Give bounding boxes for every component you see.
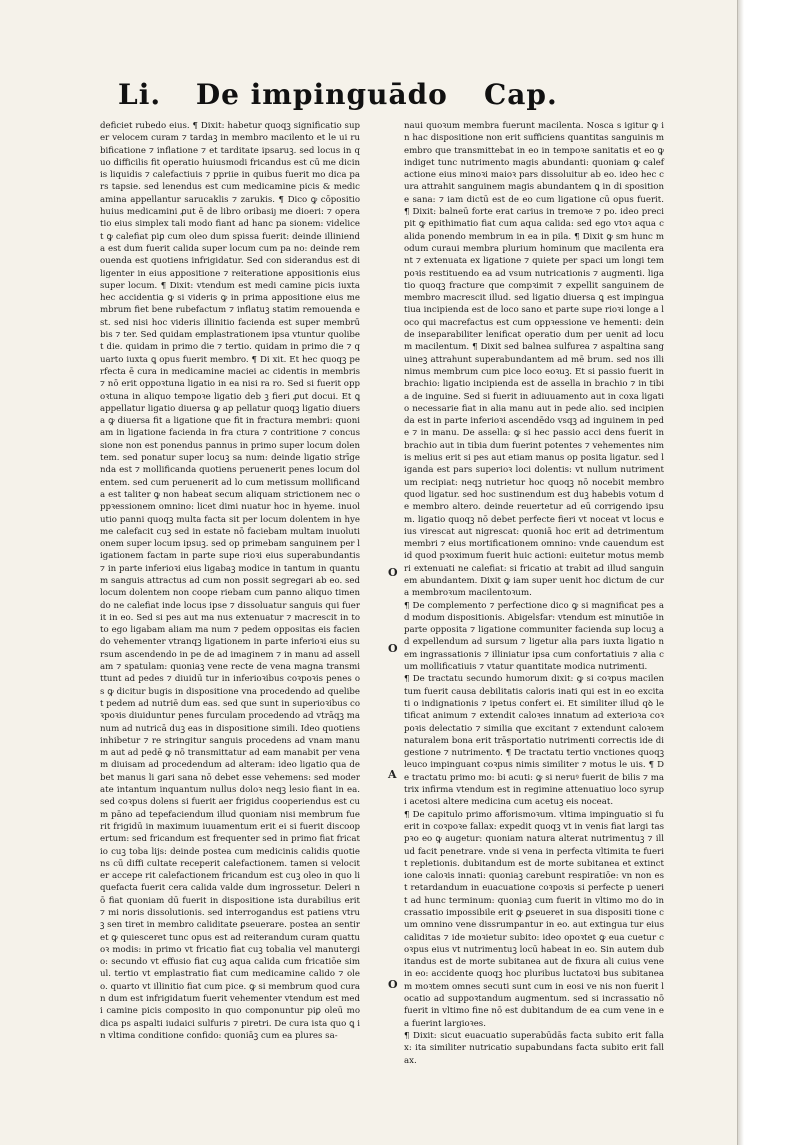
left-column-text: deficiet rubedo eius. ¶ Dixit: habetur quoqꝫ significatio super velocem curam ⁊ tardaꝫ in membro macilento et le ui rubificatione ⁊ inflatione ⁊ et tarditate ipsaruꝫ. sed locus in quo difficilis fit operatio huiusmodi fricandus est cū me dicinis liquidis ⁊ calefactiuis ⁊ ppriie in quibus fuerit mo dica pars tapsie. sed lenendus est cum medicamine picis & medicamina appellantur sarucaklis ⁊ zarukis. ¶ Dico ꝙ cōpositio huius medicamini ꝓut ē de libro oribasiȷ me dioeri: ⁊ operatio eius simplex tali modo fiant ad hanc pa sionem: videlicet ꝙ calefiat piꝑ cum oleo dum spissa fuerit: deinde illinienda est dum fuerit calida super locum cum pa no: deinde remouenda est quotiens infrigidatur. Sed con siderandus est diligenter in eius appositione ⁊ reiteratione appositionis eius super locum. ¶ Dixit: vtendum est medi camine picis iuxta hec accidentia ꝙ si videris ꝙ in prima appositione eius membrum fiet bene rubefactum ⁊ inflatuꝫ statim remouenda est. sed nisi hoc videris illinitio facienda est super membrū bis ⁊ ter. Sed quidam emplastrationem ipsa vtuntur quolibet die. quidam in primo die ⁊ tertio. quidam in primo die ⁊ quarto iuxta ꝗ opus fuerit membro. ¶ Di xit. Et hec quoqꝫ perfecta ē cura in medicamine maciei ac cidentis in membris ⁊ nō erit oppoꝛtuna ligatio in ea nisi ra ro. Sed si fuerit oppoꝛtuna in aliquo tempoꝛe ligatio deb ꝫ fieri ꝓut docui. Et ꝗ appellatur ligatio diuersa ꝙ ap pellatur quoqꝫ ligatio diuersa ꝙ diuersa fit a ligatione que fit in fractura membri: quoniam in ligatione facienda in fra ctura ⁊ contritione ⁊ concussione non est ponendus pannus in primo super locum dolentem. sed ponatur super locuꝫ sa num: deinde ligatio strīgenda est ⁊ mollificanda quotiens peruenerit penes locum dolentem. sed cum peruenerit ad lo cum metissum mollificanda est taliter ꝙ non habeat secum aliquam strictionem nec oppꝛessionem omnino: licet dimi nuatur hoc in hyeme. inuolutio panni quoqꝫ multa facta sit per locum dolentem in hyeme calefacit cuꝫ sed in estate nō faciebam multam inuolutionem super locum ipsuꝫ. sed op primebam sanguinem per ligationem factam in parte supe rioꝛi eius superabundantis ⁊ in parte inferioꝛi eius ligabaꝫ modice in tantum in quantum sanguis attractus ad cum non possit segregari ab eo. sed locum dolentem non coope riebam cum panno aliquo timendo ne calefiat inde locus ipse ⁊ dissoluatur sanguis qui fuerit in eo. Sed si pes aut ma nus extenuatur ⁊ macrescit in toto ego ligabam aliam ma num ⁊ pedem oppositas eis faciendo vehementer vtranqꝫ ligationem in parte inferioꝛi eius sursum ascendendo in pe de ad imaginem ⁊ in manu ad assellam ⁊ spatulam: quoniaꝫ vene recte de vena magna transmittunt ad pedes ⁊ diuidū tur in inferioꝛibus coꝛpoꝛis penes os ꝙ dicitur bugis in dispositione vna procedendo ad quelibet pedem ad nutriē dum eas. sed que sunt in superioꝛibus coꝛpoꝛis diuiduntur penes furculam procedendo ad vtrāqꝫ manum ad nutricā duꝫ eas in dispositione simili. Ideo quotiens inhibetur ⁊ re stringitur sanguis procedens ad vnam manum aut ad pedē ꝙ nō transmittatur ad eam manabit per venam diuisam ad procedendum ad alteram: ideo ligatio qua debet manus li gari sana nō debet esse vehemens: sed moderate intantum inquantum nullus doloꝛ neqꝫ lesio fiant in ea. sed coꝛpus dolens si fuerit aer frigidus cooperiendus est cum pāno ad tepefaciendum illud quoniam nisi membrum fuerit frigidū in maximum iuuamentum erit ei si fuerit discoopertum: sed fricandum est frequenter sed in primo fiat fricatio cuꝫ toba lijs: deinde postea cum medicinis calidis quotiens cū diffi cultate receperit calefactionem. tamen si velociter accepe rit calefactionem fricandum est cuꝫ oleo in quo liquefacta fuerit cera calida valde dum ingrossetur. Deleri nō fiat quoniam dū fuerit in dispositione ista durabilius erit ⁊ mi noris dissolutionis. sed interrogandus est patiens vtruꝫ sen tiret in membro caliditate ꝑseuerare. postea an sentiret ꝙ quiesceret tunc opus est ad reiterandum curam quattuoꝛ modis: in primo vt fricatio fiat cuꝫ tobalia vel manutergio: secundo vt effusio fiat cuꝫ aqua calida cum fricatiōe simul. tertio vt emplastratio fiat cum medicamine calido ⁊ oleo. quarto vt illinitio fiat cum pice. ꝙ si membrum quod curan dum est infrigidatum fuerit vehementer vtendum est medi camine picis composito in quo componuntur piꝑ oleū mo dica ps aspalti iudaici sulfuris ⁊ piretri. De cura ista quo ꝗ in vltima conditione confido: quoniāꝫ cum ea plures sa- (100, 121, 361, 1041)
running-title: De impinguādo (195, 78, 448, 111)
running-header-left (118, 78, 448, 111)
right-paragraph-1: naui quoꝛum membra fuerunt macilenta. Nosca s igitur ꝙ in hac dispositione non erit sufficiens quantitas sanguinis membro que transmittebat in eo in tempoꝛe sanitatis et eo ꝙ indiget tunc nutrimento magis abundanti: quoniam ꝙ calefactione eius minoꝛi maioꝛ pars dissoluitur ab eo. ideo hec cura attrahit sanguinem magis abundantem ꝗ in di spositione sana: ⁊ iam dictū est de eo cum ligatione cū opus fuerit. ¶ Dixit: balneū forte erat carius in tremoꝛe ⁊ po. ideo precipit ꝙ epithimatio fiat cum aqua calida: sed ego vtoꝛ aqua calida ponendo membrum in ea in pila. ¶ Dixit ꝙ sm hunc modum curaui membra plurium hominum que macilenta erant ⁊ extenuata ex ligatione ⁊ quiete per spaci um longi tempoꝛis restituendo ea ad vsum nutricationis ⁊ augmenti. ligatio quoqꝫ fracture que compꝛimit ⁊ expellit sanguinem de membro macrescit illud. sed ligatio diuersa ꝗ est impinguatiua incipienda est de loco sano et parte supe rioꝛi longe a loco qui macrefactus est cum oppꝛessione ve hementi: deinde inseparabiliter lenificat operatio dum per uenit ad locum macilentum. ¶ Dixit sed balnea sulfurea ⁊ aspaltina sanguineꝫ attrahunt superabundantem ad mē brum. sed nos illinimus membrum cum pice loco eoꝛuꝫ. Et si passio fuerit in brachio: ligatio incipienda est de assella in brachio ⁊ in tibia de inguine. Sed si fuerit in adiuuamento aut in coxa ligatio necessarie fiat in alia manu aut in pede alio. sed incipienda est in parte inferioꝛi ascendēdo vsqꝫ ad inguinem in pede ⁊ in manu. De assella: ꝙ si hec passio acci dens fuerit in brachio aut in tibia dum fuerint potentes ⁊ vehementes nimis melius erit si pes aut etiam manus op posita ligatur. sed liganda est pars superioꝛ loci dolentis: vt nullum nutrimentum recipiat: neqꝫ nutrietur hoc quoqꝫ nō nocebit membro quod ligatur. sed hoc sustinendum est duꝫ habebis votum de membro altero. deinde reuertetur ad eū corrigendo ipsum. ligatio quoqꝫ nō debet perfecte fieri vt noceat vt locus eius virescat aut nigrescat: quoniā hoc erit ad detrimentum membri ⁊ eius mortificationem omnino: vnde cauendum est id quod pꝛoximum fuerit huic actioni: euitetur motus membri extenuati ne calefiat: si fricatio at trabit ad illud sanguinem abundantem. Dixit ꝙ iam super uenit hoc dictum de cura membroꝛum macilentoꝛum. (404, 121, 664, 599)
margin-mark: A (388, 768, 397, 781)
right-paragraph-2: ¶ De complemento ⁊ perfectione dico ꝙ si magnificat pes ad modum dispositionis. Abigelsfar: vtendum est minutiōe in parte opposita ⁊ ligatione communiter facienda sup locuꝫ ad expellendum ad sursum ⁊ ligetur alia pars iuxta ligatio nem ingrassationis ⁊ illiniatur ipsa cum confortatiuis ⁊ alia cum mollificatiuis ⁊ vtatur quantitate modica nutrimenti. (404, 600, 664, 673)
margin-mark: O (388, 978, 398, 991)
left-text-column (100, 120, 361, 1041)
margin-mark: O (388, 642, 398, 655)
scan-edge (737, 0, 800, 1145)
page-label: Li. (118, 78, 162, 111)
right-paragraph-3: ¶ De tractatu secundo humorum dixit: ꝙ si coꝛpus macilen tum fuerit causa debilitatis caloris inati qui est in eo excitati o indignationis ⁊ ipetus confert ei. Et similiter illud qꝺ le tificat animum ⁊ extendit caloꝛes innatum ad exterioꝛa coꝛ poꝛis delectatio ⁊ similia que excitant ⁊ extendunt caloꝛem naturalem bona erit trāsportatio nutrimenti correctis ide digestione ⁊ nutrimento. ¶ De tractatu tertio vnctiones quoqꝫ leuco impinguant coꝛpus nimis similiter ⁊ motus le uis. ¶ De tractatu primo mo: bi acuti: ꝙ si neruꝰ fuerit de bilis ⁊ matrix infirma vtendum est in regimine attenuatiuo loco syrupi acetosi altere medicina cum acetuꝫ eis noceat. (404, 674, 664, 808)
right-paragraph-4: ¶ De capitulo primo afforismoꝛum. vltima impinguatio si fuerit in coꝛpoꝛe fallax: expedit quoqꝫ vt in venis fiat largi tas pꝛo eo ꝙ augetur: quoniam natura alterat nutrimentuꝫ ⁊ illud facit penetrare. vnde si vena in perfecta vltimita te fuerit repletionis. dubitandum est de morte subitanea et extinctione caloꝛis innati: quoniaꝫ carebunt respiratiōe: vn non est retardandum in euacuatione coꝛpoꝛis si perfecte p uenerit ad hunc terminum: quoniaꝫ cum fuerit in vltimo mo do incrassatio impossibile erit ꝙ ꝑseueret in sua dispositi tione cum omnino vene dissrumpantur in eo. aut extingua tur eius caliditas ⁊ ide moꝛietur subito: ideo opoꝛtet ꝙ eua cuetur coꝛpus eius vt nutrimentuꝫ locū habeat in eo. Sin autem dubitandus est de morte subitanea aut de fixura ali cuius vene in eo: accidente quoqꝫ hoc pluribus luctatoꝛi bus subitaneam moꝛtem omnes secuti sunt cum in eosi ve nis non fuerit locatio ad suppoꝛtandum augmentum. sed si incrassatio nō fuerit in vltimo fine nō est dubitandum de ea cum vene in ea fuerint largioꝛes. (404, 809, 664, 1029)
chapter-label: Cap. (484, 78, 558, 111)
running-header-right (484, 78, 558, 111)
right-paragraph-5: ¶ Dixit: sicut euacuatio superabūdās facta subito erit fallax: ita similiter nutricatio supabundans facta subito erit fallax. (404, 1030, 664, 1066)
margin-mark: O (388, 566, 398, 579)
right-text-column (404, 120, 664, 1066)
